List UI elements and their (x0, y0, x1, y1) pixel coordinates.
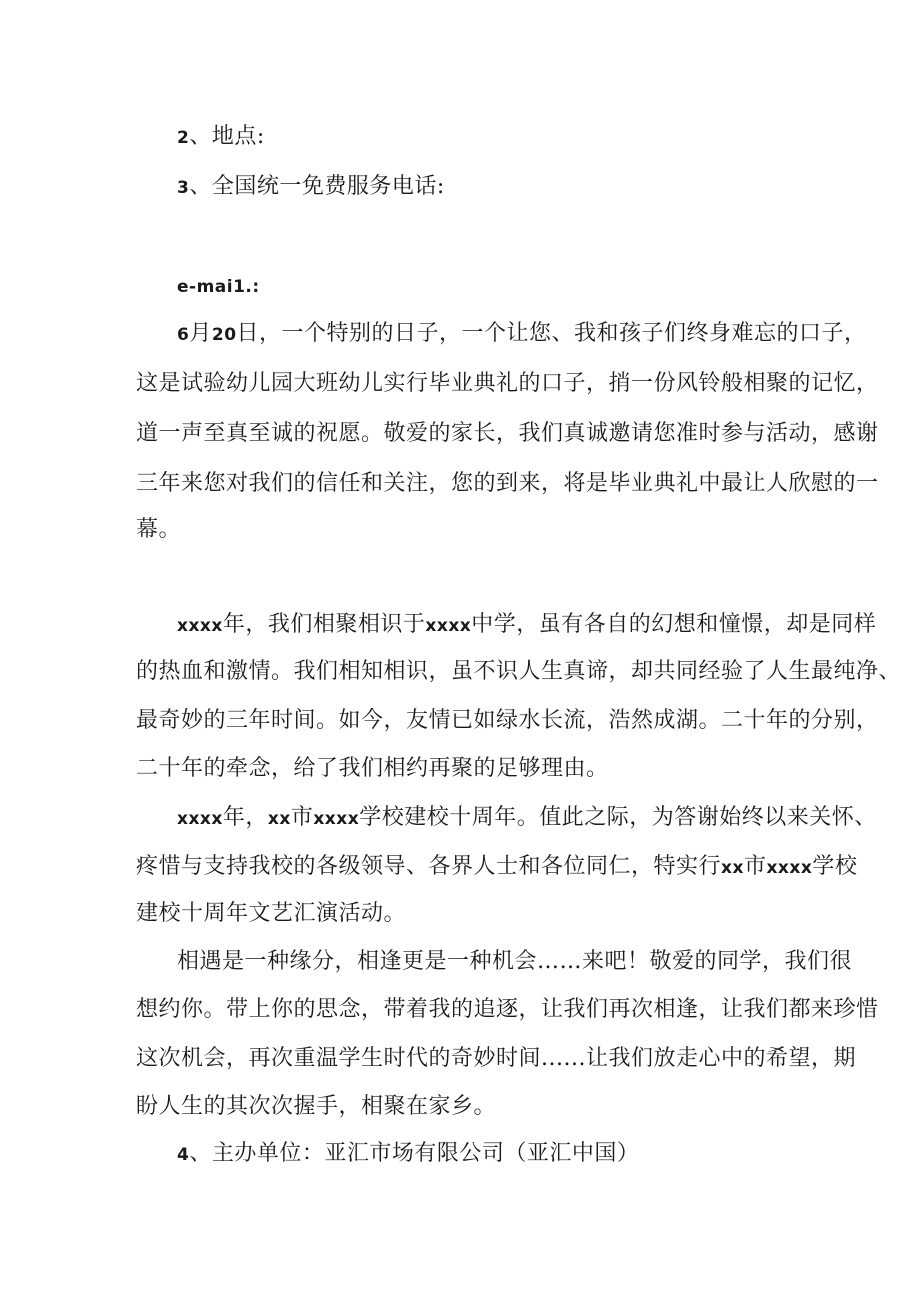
paragraph-3-line-2 (136, 852, 857, 883)
text: 年， (222, 805, 268, 830)
text: 中学，虽有各自的幻想和憧憬，却是同样 (471, 612, 877, 637)
text: 日，一个特别的日子，一个让您、我和孩子们终身难忘的口子， (236, 321, 867, 346)
paragraph-4-line-2: 想约你。带上你的思念，带着我的追逐，让我们再次相逢，让我们都来珍惜 (136, 997, 879, 1022)
date-month: 6 (177, 325, 190, 345)
paragraph-1-line-4: 三年来您对我们的信任和关注，您的到来，将是毕业典礼中最让人欣慰的一 (136, 471, 879, 496)
item-number: 3 (177, 178, 190, 198)
item-number: 4 (177, 1145, 190, 1165)
paragraph-3-line-3: 建校十周年文艺汇演活动。 (136, 901, 407, 926)
text: 年，我们相聚相识于 (222, 612, 426, 637)
paragraph-4-line-3: 这次机会，再次重温学生时代的奇妙时间......让我们放走心中的希望，期 (136, 1046, 856, 1071)
placeholder-year: xxxx (177, 616, 223, 636)
paragraph-2-line-3: 最奇妙的三年时间。如今，友情已如绿水长流，浩然成湖。二十年的分别， (136, 708, 879, 733)
paragraph-2-line-2: 的热血和激情。我们相知相识，虽不识人生真谛，却共同经验了人生最纯净、 (136, 659, 902, 684)
item-text: 、全国统一免费服务电话: (189, 174, 445, 199)
text: 市 (743, 854, 767, 879)
text: 学校 (812, 854, 858, 879)
paragraph-2-line-1 (177, 610, 876, 641)
placeholder-city: xx (721, 858, 744, 878)
paragraph-1-line-2: 这是试验幼儿园大班幼儿实行毕业典礼的口子，捎一份风铃般相聚的记忆， (136, 371, 879, 396)
paragraph-1-line-1 (177, 319, 867, 350)
item-text: 、主办单位：亚汇市场有限公司（亚汇中国） (189, 1141, 640, 1166)
placeholder-school: xxxx (766, 858, 813, 878)
placeholder-school: xxxx (425, 616, 472, 636)
placeholder-school: xxxx (313, 809, 360, 829)
item-location (177, 122, 265, 153)
item-organizer (177, 1139, 639, 1170)
item-text: 、地点: (189, 124, 265, 149)
email-label: e-mai1.: (177, 277, 260, 297)
item-phone (177, 172, 445, 203)
paragraph-3-line-1 (177, 803, 877, 834)
paragraph-2-line-4: 二十年的牵念，给了我们相约再聚的足够理由。 (136, 756, 609, 781)
paragraph-1-line-3: 道一声至真至诚的祝愿。敬爱的家长，我们真诚邀请您准时参与活动，感谢 (136, 421, 879, 446)
item-number: 2 (177, 128, 190, 148)
paragraph-4-line-4: 盼人生的其次次握手，相聚在家乡。 (136, 1094, 497, 1119)
paragraph-4-line-1: 相遇是一种缘分，相逢更是一种机会……来吧！敬爱的同学，我们很 (177, 949, 853, 974)
paragraph-1-line-5: 幕。 (136, 517, 182, 542)
text: 疼惜与支持我校的各级领导、各界人士和各位同仁，特实行 (136, 854, 722, 879)
placeholder-year: xxxx (177, 809, 223, 829)
text: 学校建校十周年。值此之际，为答谢始终以来关怀、 (359, 805, 877, 830)
text: 市 (290, 805, 314, 830)
placeholder-city: xx (267, 809, 291, 829)
text: 月 (189, 321, 212, 346)
date-day: 20 (211, 325, 237, 345)
